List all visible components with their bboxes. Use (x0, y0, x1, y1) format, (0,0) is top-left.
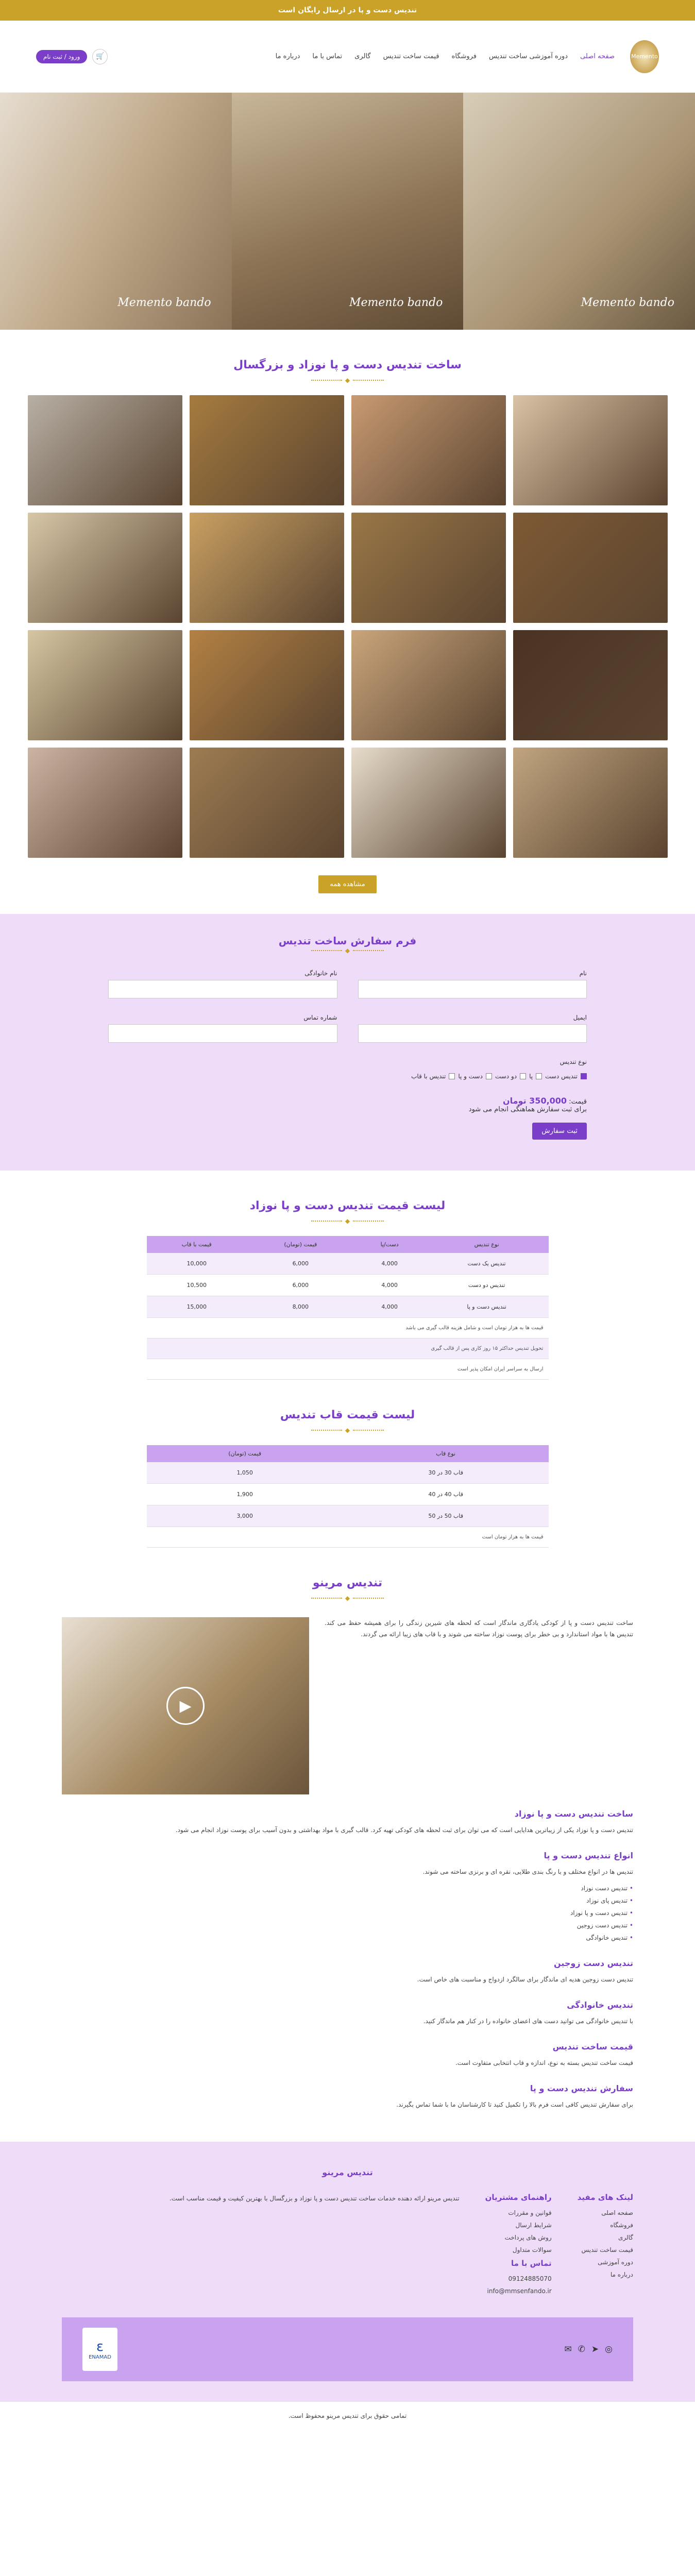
article-paragraph: تندیس دست زوجین هدیه ای ماندگار برای سالگرد ازدواج و مناسبت های خاص است. (417, 1976, 633, 1983)
gallery-image[interactable] (28, 630, 182, 740)
article-list (62, 1882, 633, 1944)
announcement-text: تندیس دست و پا در ارسال رایگان است (278, 6, 417, 14)
checkbox[interactable] (520, 1073, 526, 1079)
article-heading: ساخت تندیس دست و پا نوزاد (514, 1809, 633, 1819)
gallery-image[interactable] (513, 748, 668, 858)
footer-link[interactable]: صفحه اصلی (601, 2209, 633, 2216)
enamad-badge[interactable]: ε ENAMAD (82, 2328, 117, 2371)
table-cell: 4,000 (354, 1296, 425, 1318)
seo-article (0, 1809, 695, 2111)
table-header: نوع تندیس (425, 1236, 549, 1253)
nav-contact[interactable]: تماس با ما (312, 53, 343, 60)
table-cell: تندیس دست و پا (425, 1296, 549, 1318)
article-heading: قیمت ساخت تندیس (552, 2042, 633, 2052)
footer-help (485, 2193, 552, 2300)
table-cell: تندیس یک دست (425, 1253, 549, 1275)
hero-tag: Memento bando (117, 296, 211, 309)
play-icon[interactable]: ▶ (166, 1687, 205, 1725)
footer-help-link[interactable]: شرایط ارسال (515, 2222, 552, 2229)
table-cell: قاب 50 در 50 (343, 1505, 549, 1527)
title-divider: ◆ (108, 947, 587, 954)
gallery-image[interactable] (351, 395, 506, 505)
gallery-image[interactable] (351, 513, 506, 623)
table-cell: قاب 30 در 30 (343, 1462, 549, 1484)
site-header (0, 21, 695, 93)
table-cell: 10,500 (147, 1275, 247, 1296)
gallery-image[interactable] (351, 630, 506, 740)
table-note: قیمت ها به هزار تومان است و شامل هزینه قالب گیری می باشد (147, 1318, 549, 1338)
option-label: پا (529, 1073, 533, 1080)
submit-order-button[interactable]: ثبت سفارش (532, 1123, 587, 1140)
cart-icon[interactable]: 🛒 (92, 49, 108, 64)
footer-link[interactable]: گالری (618, 2234, 633, 2241)
table-cell: 6,000 (247, 1253, 354, 1275)
main-nav (108, 53, 630, 60)
gallery-image[interactable] (28, 748, 182, 858)
gallery-image[interactable] (351, 748, 506, 858)
article-heading: تندیس دست زوجین (553, 1958, 633, 1968)
price-label: قیمت: (569, 1098, 587, 1106)
price-table-title: لیست قیمت تندیس دست و پا نوزاد (249, 1199, 446, 1212)
table-row (147, 1505, 549, 1527)
site-footer (0, 2142, 695, 2402)
instagram-icon[interactable]: ◎ (605, 2344, 613, 2354)
article-heading: سفارش تندیس دست و پا (530, 2083, 633, 2093)
email-icon[interactable]: ✉ (564, 2344, 572, 2354)
table-row (147, 1462, 549, 1484)
checkbox[interactable] (486, 1073, 492, 1079)
article-list-item: • تندیس دست زوجین (62, 1919, 633, 1931)
nav-gallery[interactable]: گالری (354, 53, 371, 60)
copyright: تمامی حقوق برای تندیس مرینو محفوظ است. (288, 2412, 407, 2419)
table-header: قیمت (تومان) (147, 1445, 343, 1462)
table-cell: 3,000 (147, 1505, 343, 1527)
title-divider: ◆ (0, 1595, 695, 1602)
gallery-image[interactable] (190, 748, 344, 858)
last-name-label: نام خانوادگی (304, 970, 337, 977)
table-cell: تندیس دو دست (425, 1275, 549, 1296)
hero-panel (0, 93, 232, 330)
video-description: ساخت تندیس دست و پا از کودکی یادگاری ماندگار است که لحظه های شیرین زندگی را برای همیشه حفظ می کند. تندیس ها با مواد استاندارد و بی خطر برای پوست نوزاد ساخته می شوند و با قاب های زیبا ارائه می گردند. (325, 1619, 633, 1638)
article-heading: انواع تندیس دست و پا (544, 1851, 633, 1860)
article-list-item: • تندیس پای نوزاد (62, 1894, 633, 1907)
footer-help-link[interactable]: سوالات متداول (512, 2246, 552, 2253)
checkbox[interactable] (581, 1073, 587, 1079)
footer-link[interactable]: قیمت ساخت تندیس (581, 2246, 633, 2253)
footer-links-title: لینک های مفید (577, 2193, 633, 2202)
nav-course[interactable]: دوره آموزشی ساخت تندیس (489, 53, 568, 60)
gallery-image[interactable] (28, 395, 182, 505)
hero-panel (232, 93, 464, 330)
hero-tag: Memento bando (581, 296, 674, 309)
hero-tag: Memento bando (349, 296, 443, 309)
option-row[interactable] (411, 1073, 455, 1080)
social-links (564, 2344, 613, 2354)
option-row[interactable] (495, 1073, 526, 1080)
table-cell: 1,900 (147, 1484, 343, 1505)
footer-bar (62, 2317, 633, 2381)
first-name-label: نام (579, 970, 587, 977)
gallery-image[interactable] (28, 513, 182, 623)
frame-price-table (147, 1445, 549, 1548)
options-title: نوع تندیس (560, 1058, 587, 1065)
price-display (108, 1096, 587, 1113)
article-paragraph: تندیس ها در انواع مختلف و با رنگ بندی طلایی، نقره ای و برنزی ساخته می شوند. (422, 1868, 633, 1875)
telegram-icon[interactable]: ➤ (591, 2344, 599, 2354)
form-title: فرم سفارش ساخت تندیس (278, 935, 417, 947)
title-divider: ◆ (0, 1427, 695, 1434)
footer-phone-link[interactable]: 09124885070 (508, 2275, 552, 2282)
option-label: تندیس با قاب (411, 1073, 446, 1080)
email-label: ایمیل (573, 1014, 587, 1021)
checkbox[interactable] (536, 1073, 542, 1079)
table-note: ارسال به سراسر ایران امکان پذیر است (147, 1359, 549, 1380)
option-row[interactable] (529, 1073, 542, 1080)
footer-link[interactable]: درباره ما (610, 2271, 633, 2278)
article-paragraph: تندیس دست و پا نوزاد یکی از زیباترین هدایایی است که می توان برای ثبت لحظه های کودکی تهیه کرد. قالب گیری با مواد بهداشتی و بدون آسیب برای پوست نوزاد انجام می شود. (175, 1826, 633, 1834)
logo-text: Memento (631, 53, 658, 60)
gallery-image[interactable] (513, 513, 668, 623)
table-header: نوع قاب (343, 1445, 549, 1462)
table-header: قیمت (تومان) (247, 1236, 354, 1253)
phone-field[interactable] (108, 1024, 337, 1043)
site-logo[interactable] (630, 40, 659, 73)
footer-link[interactable]: دوره آموزشی (598, 2259, 633, 2266)
footer-title: تندیس مرینو (322, 2167, 373, 2177)
video-section (0, 1617, 695, 1794)
article-heading: تندیس خانوادگی (567, 2000, 633, 2010)
table-cell: 6,000 (247, 1275, 354, 1296)
frame-price-title: لیست قیمت قاب تندیس (280, 1409, 415, 1421)
table-row (147, 1484, 549, 1505)
footer-links (578, 2193, 633, 2300)
table-row (147, 1253, 549, 1275)
table-cell: 4,000 (354, 1253, 425, 1275)
article-list-item: • تندیس خانوادگی (62, 1931, 633, 1944)
view-all-button[interactable]: مشاهده همه (318, 875, 377, 893)
option-row[interactable] (458, 1073, 492, 1080)
table-row (147, 1275, 549, 1296)
nav-shop[interactable]: فروشگاه (451, 53, 477, 60)
photo-gallery (0, 395, 695, 858)
table-note: قیمت ها به هزار تومان است (147, 1527, 549, 1548)
header-actions (36, 49, 108, 64)
footer-about: تندیس مرینو ارائه دهنده خدمات ساخت تندیس دست و پا نوزاد و بزرگسال با بهترین کیفیت و قیمت مناسب است. (169, 2195, 460, 2202)
footer-help-link[interactable]: روش های پرداخت (504, 2234, 552, 2241)
nav-about[interactable]: درباره ما (275, 53, 300, 60)
table-cell: 4,000 (354, 1275, 425, 1296)
options-group (108, 1058, 587, 1083)
title-divider: ◆ (0, 377, 695, 384)
article-list-item: • تندیس دست و پا نوزاد (62, 1907, 633, 1919)
table-header: دست/پا (354, 1236, 425, 1253)
gallery-image[interactable] (190, 395, 344, 505)
phone-label: شماره تماس (303, 1014, 337, 1021)
option-row[interactable] (545, 1073, 587, 1080)
gallery-title: ساخت تندیس دست و پا نوزاد و بزرگسال (233, 359, 462, 371)
footer-help-title: راهنمای مشتریان (485, 2193, 552, 2202)
nav-pricing[interactable]: قیمت ساخت تندیس (383, 53, 439, 60)
article-list-item: • تندیس دست نوزاد (62, 1882, 633, 1894)
table-cell: 8,000 (247, 1296, 354, 1318)
table-note: تحویل تندیس حداکثر ۱۵ روز کاری پس از قالب گیری (147, 1338, 549, 1359)
video-title: تندیس مرینو (312, 1577, 383, 1589)
title-divider: ◆ (0, 1217, 695, 1225)
price-value: 350,000 تومان (502, 1096, 567, 1106)
first-name-field[interactable] (358, 980, 587, 998)
footer-link[interactable]: فروشگاه (610, 2222, 633, 2229)
announcement-bar (0, 0, 695, 21)
last-name-field[interactable] (108, 980, 337, 998)
option-label: تندیس دست (545, 1073, 578, 1080)
option-label: دو دست (495, 1073, 517, 1080)
gallery-image[interactable] (190, 513, 344, 623)
video-player[interactable] (62, 1617, 309, 1794)
table-cell: 15,000 (147, 1296, 247, 1318)
price-table (147, 1236, 549, 1380)
gallery-image[interactable] (513, 630, 668, 740)
gallery-image[interactable] (513, 395, 668, 505)
order-form-section (0, 914, 695, 1171)
nav-home[interactable]: صفحه اصلی (580, 53, 615, 60)
article-paragraph: قیمت ساخت تندیس بسته به نوع، اندازه و قاب انتخابی متفاوت است. (455, 2059, 633, 2066)
hero-banner (0, 93, 695, 330)
table-cell: 10,000 (147, 1253, 247, 1275)
price-note: برای ثبت سفارش هماهنگی انجام می شود (468, 1106, 587, 1113)
gallery-image[interactable] (190, 630, 344, 740)
hero-panel (463, 93, 695, 330)
article-paragraph: برای سفارش تندیس کافی است فرم بالا را تکمیل کنید تا کارشناسان ما با شما تماس بگیرند. (396, 2101, 633, 2108)
checkbox[interactable] (449, 1073, 455, 1079)
table-cell: قاب 40 در 40 (343, 1484, 549, 1505)
article-paragraph: با تندیس خانوادگی می توانید دست های اعضای خانواده را در کنار هم ماندگار کنید. (423, 2018, 633, 2025)
login-button[interactable]: ورود / ثبت نام (36, 50, 87, 63)
table-header: قیمت با قاب (147, 1236, 247, 1253)
email-field[interactable] (358, 1024, 587, 1043)
table-cell: 1,050 (147, 1462, 343, 1484)
footer-help-link[interactable]: قوانین و مقررات (508, 2209, 552, 2216)
table-row (147, 1296, 549, 1318)
footer-contact-title: تماس با ما (511, 2259, 552, 2268)
enamad-text: ENAMAD (89, 2354, 111, 2360)
whatsapp-icon[interactable]: ✆ (578, 2344, 585, 2354)
footer-email-link[interactable]: info@mmsenfando.ir (487, 2287, 552, 2295)
option-label: دست و پا (458, 1073, 483, 1080)
